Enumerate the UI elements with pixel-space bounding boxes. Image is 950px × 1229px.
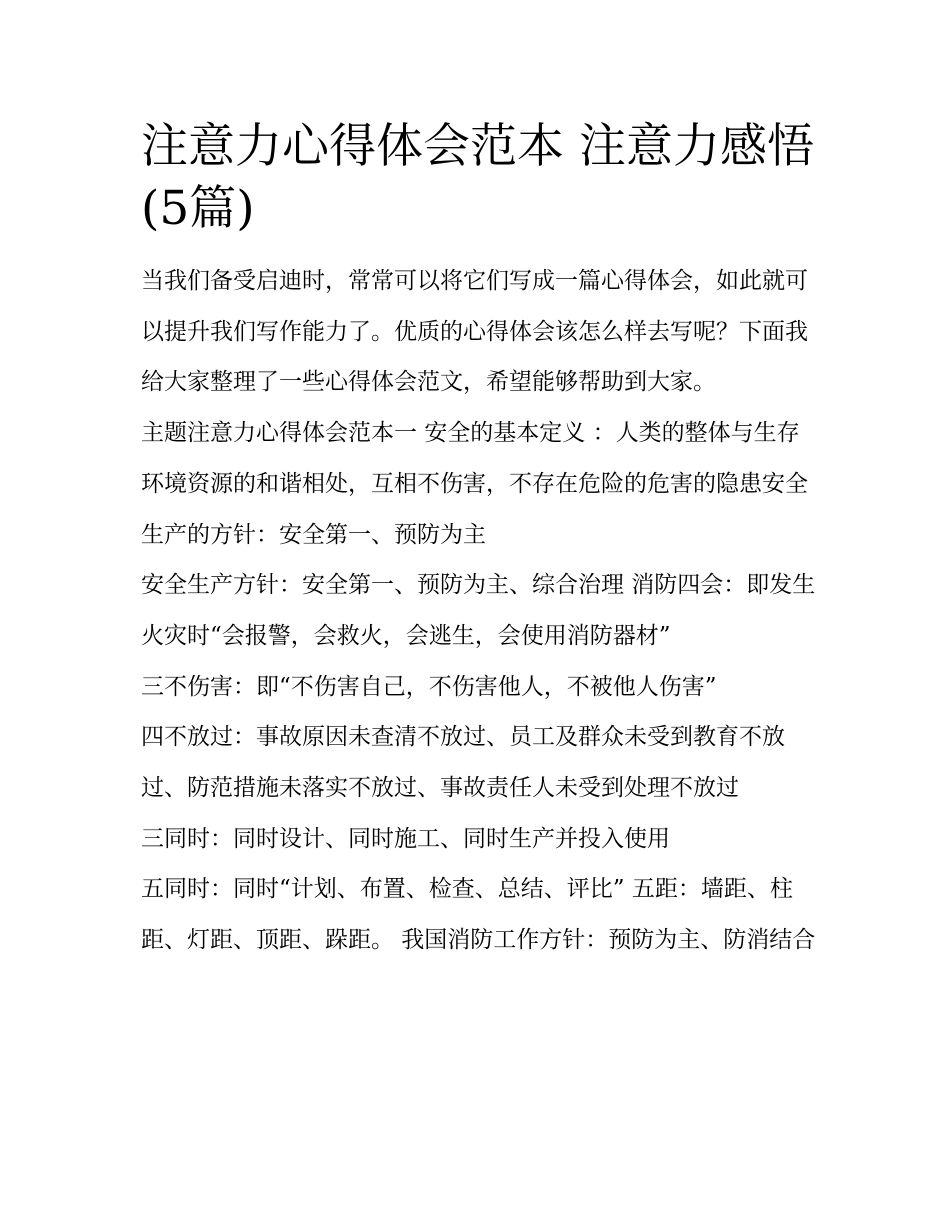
- paragraph-four-no-release: 四不放过：事故原因未查清不放过、员工及群众未受到教育不放过、防范措施未落实不放过、事故责任人未受到处理不放过: [141, 724, 785, 802]
- paragraph-safety-definition: 主题注意力心得体会范本一 安全的基本定义 ：人类的整体与生存环境资源的和谐相处，互相不伤害，不存在危险的危害的隐患安全生产的方针：安全第一、预防为主: [141, 420, 808, 548]
- document-content: [141, 116, 821, 966]
- paragraph-safety-policy: 安全生产方针：安全第一、预防为主、综合治理 消防四会：即发生火灾时“会报警，会救火，会逃生，会使用消防器材”: [141, 572, 816, 649]
- paragraph-three-simultaneous: 三同时：同时设计、同时施工、同时生产并投入使用: [141, 825, 670, 852]
- paragraph-three-no-harm: 三不伤害：即“不伤害自己，不伤害他人，不被他人伤害”: [141, 673, 717, 700]
- document-title: 注意力心得体会范本 注意力感悟(5篇): [141, 119, 814, 236]
- paragraph-intro: 当我们备受启迪时，常常可以将它们写成一篇心得体会，如此就可以提升我们写作能力了。优质的心得体会该怎么样去写呢？下面我给大家整理了一些心得体会范文，希望能够帮助到大家。: [141, 268, 808, 396]
- paragraph-five-simultaneous: 五同时：同时“计划、布置、检查、总结、评比” 五距：墙距、柱距、灯距、顶距、跺距。 我国消防工作方针：预防为主、防消结合: [141, 876, 816, 954]
